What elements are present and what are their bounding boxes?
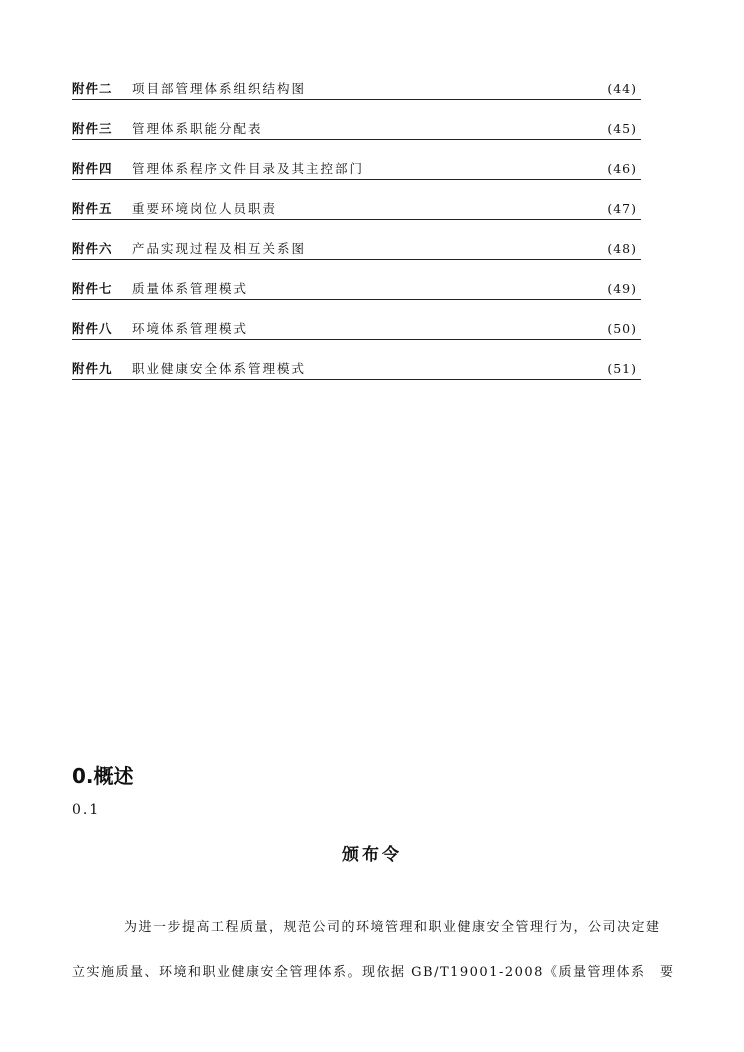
toc-label: 附件八 <box>72 321 113 336</box>
toc-label: 附件二 <box>72 81 113 96</box>
body-paragraph-line: 立实施质量、环境和职业健康安全管理体系。现依据 GB/T19001-2008《质量管理体系 要 <box>72 965 675 980</box>
toc-row[interactable] <box>72 80 641 100</box>
toc-title: 产品实现过程及相互关系图 <box>132 241 307 256</box>
toc-page-number: (51) <box>607 361 637 376</box>
toc-label: 附件六 <box>72 241 113 256</box>
toc-page-number: (49) <box>607 281 637 296</box>
decree-title: 颁布令 <box>342 845 402 865</box>
toc-row[interactable] <box>72 320 641 340</box>
toc-page-number: (48) <box>607 241 637 256</box>
toc-page-number: (47) <box>607 201 637 216</box>
toc-row[interactable] <box>72 240 641 260</box>
toc-label: 附件五 <box>72 201 113 216</box>
toc-page-number: (45) <box>607 121 637 136</box>
table-of-contents <box>72 80 641 400</box>
toc-label: 附件四 <box>72 161 113 176</box>
body-paragraph-line: 为进一步提高工程质量，规范公司的环境管理和职业健康安全管理行为，公司决定建 <box>124 920 661 935</box>
toc-page-number: (50) <box>607 321 637 336</box>
toc-title: 质量体系管理模式 <box>132 281 249 296</box>
subsection-number: 0.1 <box>72 802 101 818</box>
toc-title: 管理体系程序文件目录及其主控部门 <box>132 161 365 176</box>
toc-row[interactable] <box>72 200 641 220</box>
toc-row[interactable] <box>72 360 641 380</box>
toc-label: 附件九 <box>72 361 113 376</box>
toc-row[interactable] <box>72 280 641 300</box>
toc-title: 职业健康安全体系管理模式 <box>132 361 307 376</box>
toc-title: 管理体系职能分配表 <box>132 121 263 136</box>
toc-row[interactable] <box>72 160 641 180</box>
toc-title: 环境体系管理模式 <box>132 321 249 336</box>
toc-page-number: (44) <box>607 81 637 96</box>
toc-label: 附件七 <box>72 281 113 296</box>
toc-label: 附件三 <box>72 121 113 136</box>
toc-title: 重要环境岗位人员职责 <box>132 201 278 216</box>
toc-page-number: (46) <box>607 161 637 176</box>
toc-row[interactable] <box>72 120 641 140</box>
toc-title: 项目部管理体系组织结构图 <box>132 81 307 96</box>
section-heading: 0.概述 <box>72 764 134 788</box>
